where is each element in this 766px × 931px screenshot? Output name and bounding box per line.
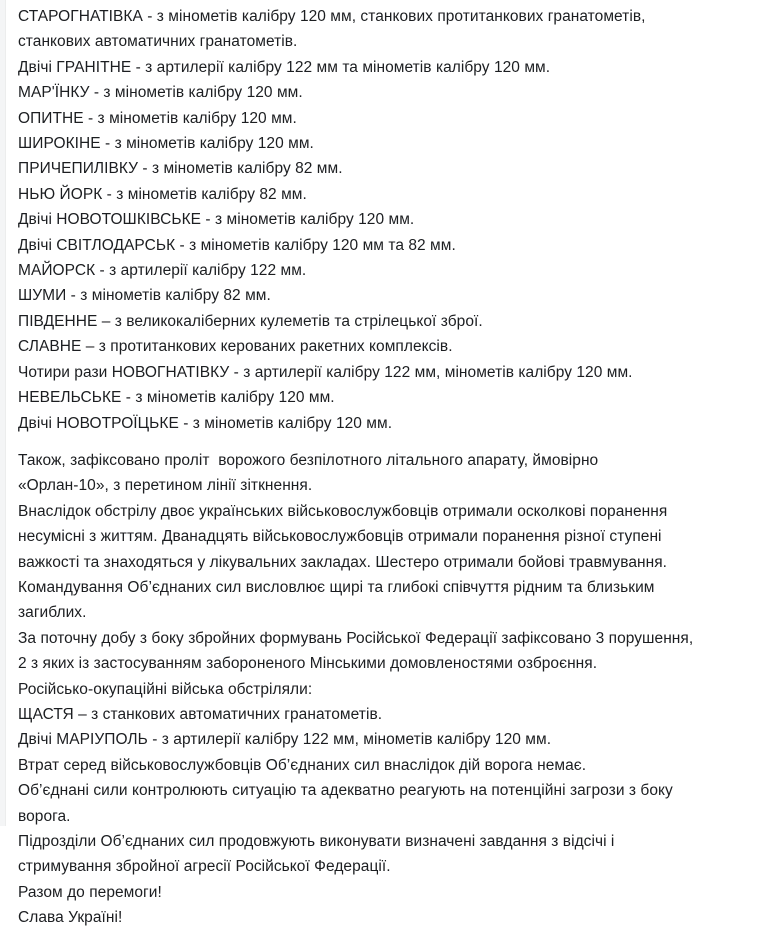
post-text-line: ворога. bbox=[18, 807, 71, 825]
post-text-line: 2 з яких із застосуванням забороненого Мінськими домовленостями озброєння. bbox=[18, 655, 598, 673]
post-text-line: За поточну добу з боку збройних формувань Російської Федерації зафіксовано 3 порушення, bbox=[18, 629, 694, 647]
post-text-line: Об’єднані сили контролюють ситуацію та адекватно реагують на потенційні загрози з боку bbox=[18, 782, 673, 800]
post-text-line: станкових автоматичних гранатометів. bbox=[18, 33, 298, 51]
post-text-line: Двічі НОВОТОШКІВСЬКЕ - з мінометів калібру 120 мм. bbox=[18, 211, 415, 229]
post-text-body bbox=[18, 4, 754, 931]
post-text-line: ШИРОКІНЕ - з мінометів калібру 120 мм. bbox=[18, 135, 314, 153]
post-text-line: МАР'ЇНКУ - з мінометів калібру 120 мм. bbox=[18, 84, 303, 102]
post-text-line: Двічі ГРАНІТНЕ - з артилерії калібру 122 мм та мінометів калібру 120 мм. bbox=[18, 58, 551, 76]
post-text-line: Двічі НОВОТРОЇЦЬКЕ - з мінометів калібру 120 мм. bbox=[18, 414, 393, 432]
post-text-line: МАЙОРСК - з артилерії калібру 122 мм. bbox=[18, 262, 307, 280]
post-text-line: Двічі МАРІУПОЛЬ - з артилерії калібру 122 мм, мінометів калібру 120 мм. bbox=[18, 731, 552, 749]
post-text-line: НЕВЕЛЬСЬКЕ - з мінометів калібру 120 мм. bbox=[18, 389, 335, 407]
post-paragraph bbox=[18, 448, 754, 931]
post-paragraph bbox=[18, 4, 754, 436]
post-text-line: ПІВДЕННЕ – з великокаліберних кулеметів та стрілецької зброї. bbox=[18, 312, 483, 330]
post-text-line: Внаслідок обстрілу двоє українських військовослужбовців отримали осколкові поранення bbox=[18, 502, 668, 520]
post-text-line: Чотири рази НОВОГНАТІВКУ - з артилерії калібру 122 мм, мінометів калібру 120 мм. bbox=[18, 363, 633, 381]
post-text-line: Також, зафіксовано проліт ворожого безпілотного літального апарату, ймовірно bbox=[18, 451, 599, 469]
post-text-line: несумісні з життям. Дванадцять військовослужбовців отримали поранення різної ступені bbox=[18, 528, 662, 546]
post-text-line: Разом до перемоги! bbox=[18, 883, 162, 901]
post-text-line: Російсько-окупаційні війська обстріляли: bbox=[18, 680, 313, 698]
post-text-line: ШУМИ - з мінометів калібру 82 мм. bbox=[18, 287, 271, 305]
post-text-line: «Орлан-10», з перетином лінії зіткнення. bbox=[18, 477, 313, 495]
post-text-line: Втрат серед військовослужбовців Об’єднаних сил внаслідок дій ворога немає. bbox=[18, 756, 587, 774]
post-text-line: Підрозділи Об’єднаних сил продовжують виконувати визначені завдання з відсічі і bbox=[18, 833, 615, 850]
post-text-line: НЬЮ ЙОРК - з мінометів калібру 82 мм. bbox=[18, 185, 307, 203]
post-text-line: ЩАСТЯ – з станкових автоматичних гранатометів. bbox=[18, 705, 383, 723]
post-text-line: стримування збройної агресії Російської Федерації. bbox=[18, 858, 391, 876]
left-edge-strip bbox=[0, 0, 6, 826]
post-text-line: Командування Об’єднаних сил висловлює щирі та глибокі співчуття рідним та близьким bbox=[18, 578, 655, 596]
post-text-line: загиблих. bbox=[18, 604, 87, 622]
post-text-line: Двічі СВІТЛОДАРСЬК - з мінометів калібру 120 мм та 82 мм. bbox=[18, 236, 456, 254]
post-text-line: СЛАВНЕ – з протитанкових керованих ракетних комплексів. bbox=[18, 338, 453, 356]
post-text-line: Слава Україні! bbox=[18, 909, 123, 927]
post-text-line: СТАРОГНАТІВКА - з мінометів калібру 120 мм, станкових протитанкових гранатометів, bbox=[18, 8, 646, 25]
post-text-line: ПРИЧЕПИЛІВКУ - з мінометів калібру 82 мм. bbox=[18, 160, 343, 178]
post-text-line: ОПИТНЕ - з мінометів калібру 120 мм. bbox=[18, 109, 297, 127]
post-text-line: важкості та знаходяться у лікувальних закладах. Шестеро отримали бойові травмування. bbox=[18, 553, 668, 571]
